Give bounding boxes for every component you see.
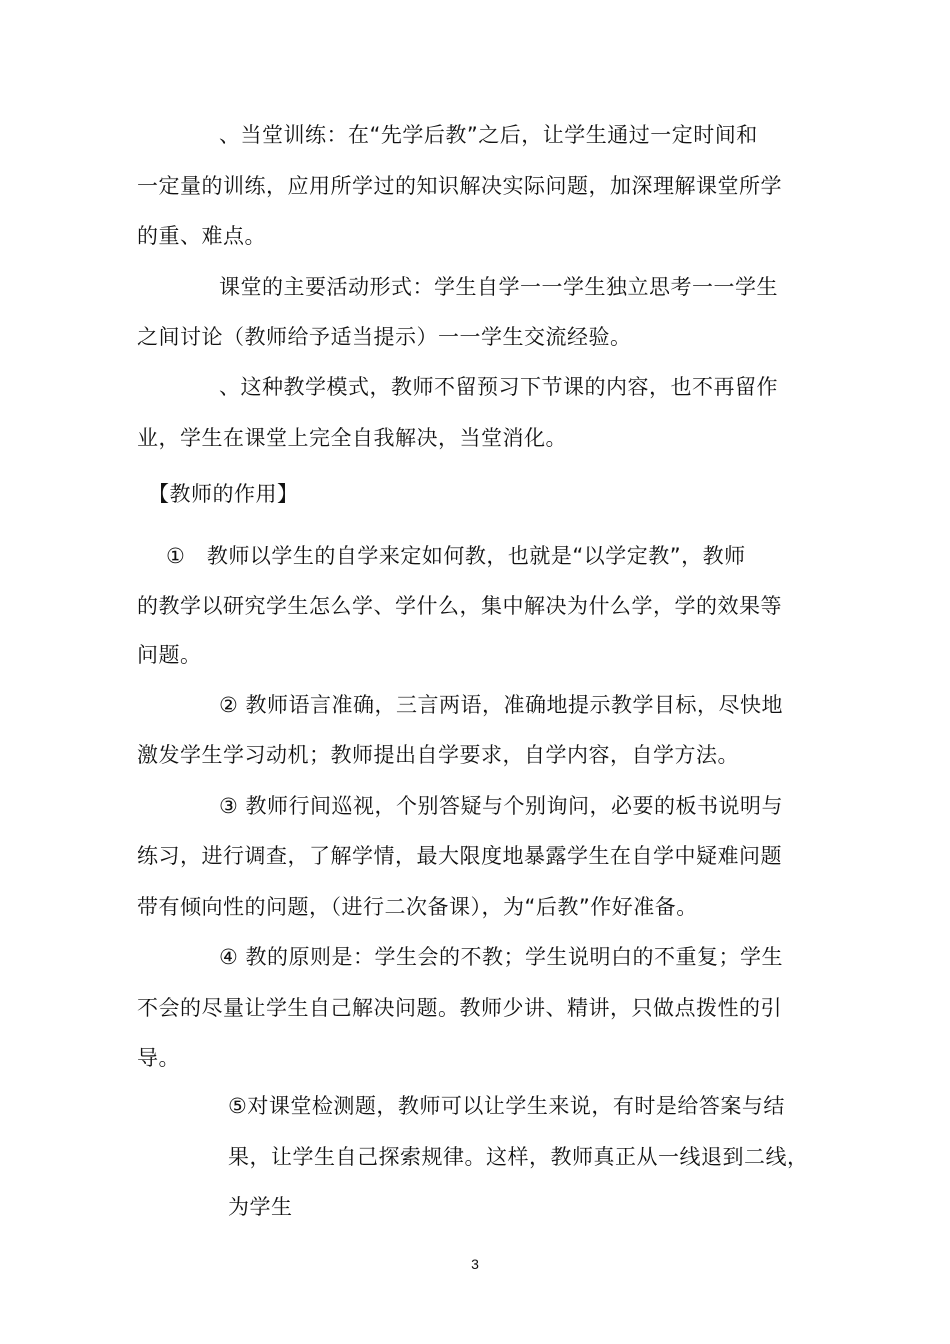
item-4-line-1: ④ 教的原则是：学生会的不教；学生说明白的不重复；学生 — [219, 945, 783, 969]
paragraph-training-line-1: 、当堂训练：在“先学后教”之后，让学生通过一定时间和 — [219, 123, 758, 147]
item-1-line-2: 的教学以研究学生怎么学、学什么，集中解决为什么学，学的效果等 — [137, 594, 782, 618]
item-4-line-2: 不会的尽量让学生自己解决问题。教师少讲、精讲，只做点拨性的引 — [137, 996, 782, 1020]
item-3-line-3: 带有倾向性的问题，（进行二次备课），为“后教”作好准备。 — [137, 895, 698, 919]
item-2-line-2: 激发学生学习动机；教师提出自学要求，自学内容，自学方法。 — [137, 743, 739, 767]
item-3-line-2: 练习，进行调查，了解学情，最大限度地暴露学生在自学中疑难问题 — [137, 844, 782, 868]
item-1-line-3: 问题。 — [137, 643, 202, 667]
paragraph-no-homework-line-1: 、这种教学模式，教师不留预习下节课的内容，也不再留作 — [219, 375, 778, 399]
paragraph-activity-form-line-1: 课堂的主要活动形式：学生自学一一学生独立思考一一学生 — [219, 275, 778, 299]
item-2-line-1: ② 教师语言准确，三言两语，准确地提示教学目标，尽快地 — [219, 693, 783, 717]
paragraph-activity-form-line-2: 之间讨论（教师给予适当提示）一一学生交流经验。 — [137, 325, 632, 349]
paragraph-no-homework-line-2: 业，学生在课堂上完全自我解决，当堂消化。 — [137, 426, 567, 450]
item-3-line-1: ③ 教师行间巡视，个别答疑与个别询问，必要的板书说明与 — [219, 794, 783, 818]
paragraph-training-line-3: 的重、难点。 — [137, 224, 266, 248]
item-5-line-1: ⑤对课堂检测题，教师可以让学生来说，有时是给答案与结 — [228, 1094, 785, 1118]
item-4-line-3: 导。 — [137, 1046, 180, 1070]
paragraph-training-line-2: 一定量的训练，应用所学过的知识解决实际问题，加深理解课堂所学 — [137, 174, 782, 198]
item-1-line-1: ① 教师以学生的自学来定如何教，也就是“以学定教”，教师 — [166, 544, 746, 568]
item-5-line-3: 为学生 — [228, 1195, 293, 1219]
item-5-line-2: 果，让学生自己探索规律。这样，教师真正从一线退到二线， — [228, 1145, 809, 1169]
page-number: 3 — [471, 1256, 479, 1272]
section-heading: 【教师的作用】 — [148, 482, 299, 506]
